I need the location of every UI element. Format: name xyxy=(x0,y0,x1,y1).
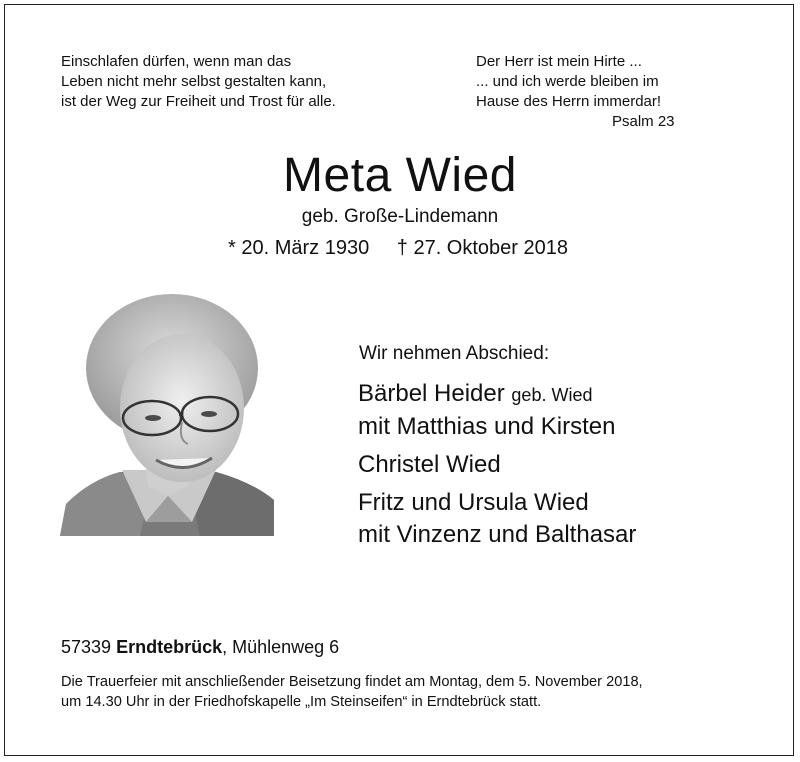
address-postcode: 57339 xyxy=(61,637,112,657)
mourners-list xyxy=(358,378,636,557)
quote-left-line: ist der Weg zur Freiheit und Trost für alle. xyxy=(61,93,336,110)
deceased-name: Meta Wied xyxy=(283,149,517,202)
mourner-entry xyxy=(358,449,636,481)
mourner-entry xyxy=(358,487,636,551)
life-dates xyxy=(228,237,568,260)
mourning-address xyxy=(61,637,339,658)
quote-source: Psalm 23 xyxy=(612,113,675,130)
mourner-name-line xyxy=(358,378,636,411)
quote-right-line: Hause des Herrn immerdar! xyxy=(476,93,662,110)
death-date: † 27. Oktober 2018 xyxy=(396,237,568,259)
birth-name: geb. Große-Lindemann xyxy=(301,206,499,227)
quote-left xyxy=(61,52,336,112)
mourner-family: mit Vinzenz und Balthasar xyxy=(358,521,637,548)
mourner-family: mit Matthias und Kirsten xyxy=(358,413,616,440)
notice-line: Die Trauerfeier mit anschließender Beisetzung findet am Montag, dem 5. November 2018, xyxy=(61,674,643,690)
mourner-entry xyxy=(358,378,636,443)
notice-line: um 14.30 Uhr in der Friedhofskapelle „Im Steinseifen“ in Erndtebrück statt. xyxy=(61,694,542,710)
address-city: Erndtebrück xyxy=(116,637,223,657)
funeral-notice xyxy=(61,672,643,712)
mourner-name: Christel Wied xyxy=(358,451,501,478)
farewell-heading: Wir nehmen Abschied: xyxy=(359,343,550,364)
birth-date: * 20. März 1930 xyxy=(228,237,370,259)
portrait-photo xyxy=(60,290,274,536)
quote-right-line: Der Herr ist mein Hirte ... xyxy=(476,53,642,70)
quote-left-line: Leben nicht mehr selbst gestalten kann, xyxy=(61,73,327,90)
mourner-name: Fritz und Ursula Wied xyxy=(358,489,589,516)
quote-right-line: ... und ich werde bleiben im xyxy=(476,73,659,90)
address-street: , Mühlenweg 6 xyxy=(222,637,340,657)
mourner-name: Bärbel Heider xyxy=(358,380,505,407)
mourner-birth-note: geb. Wied xyxy=(511,385,593,405)
quote-right xyxy=(476,52,661,112)
quote-left-line: Einschlafen dürfen, wenn man das xyxy=(61,53,292,70)
